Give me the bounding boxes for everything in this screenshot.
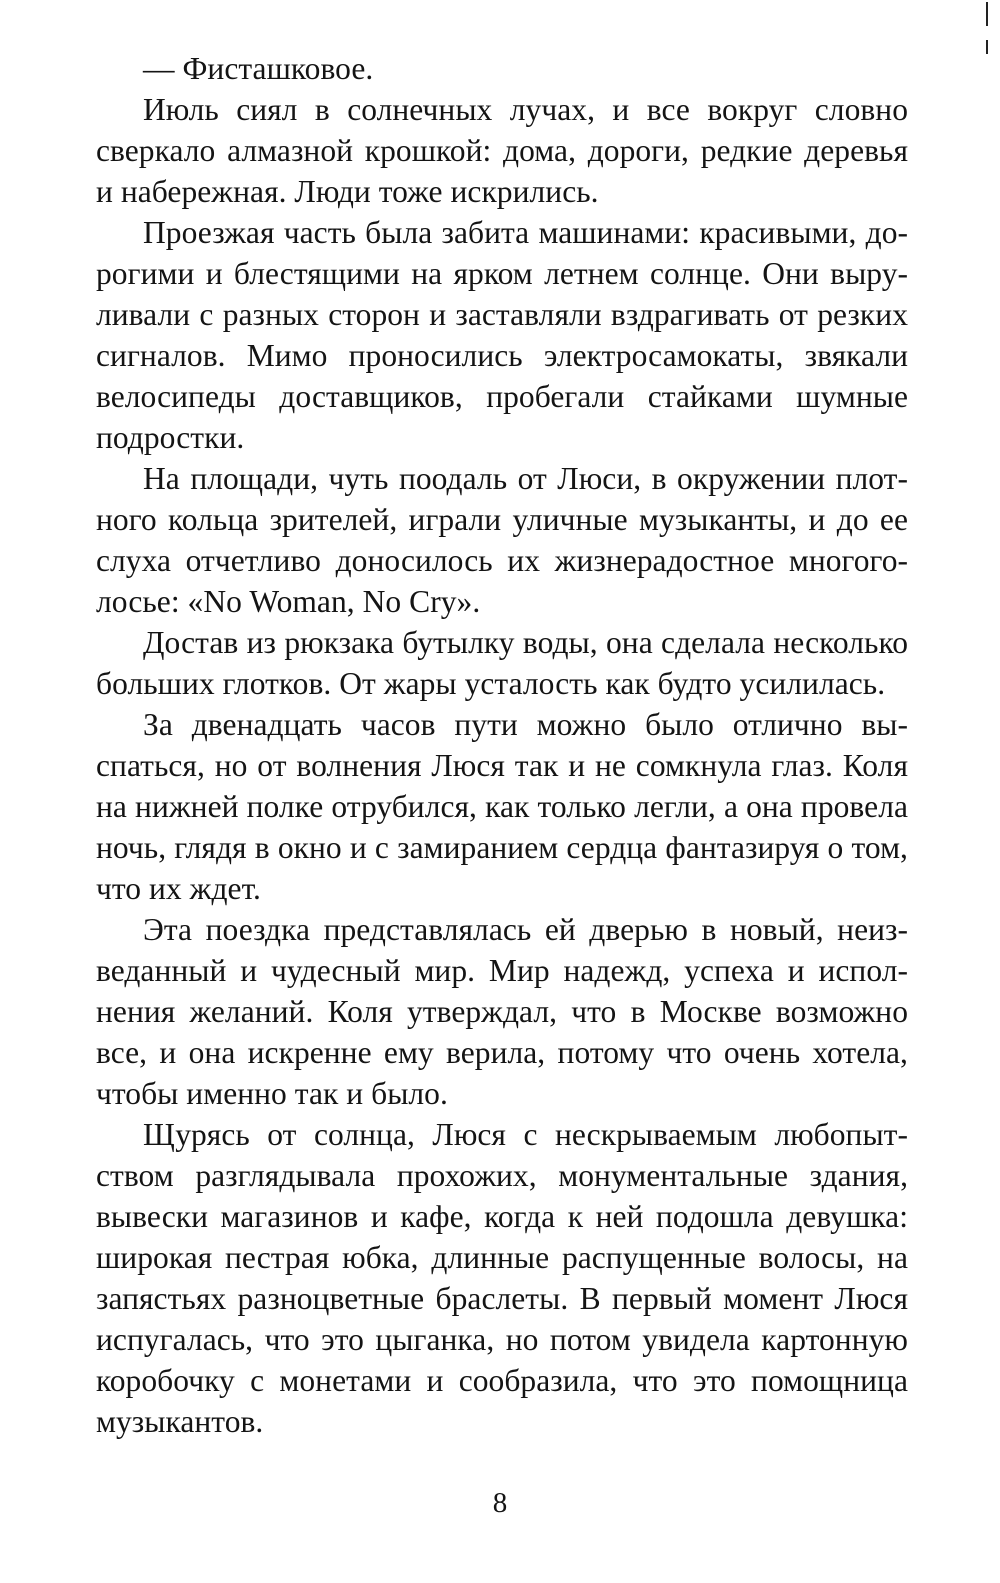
paragraph: Июль сиял в солнечных лучах, и все вокруг словно сверкало алмазной крошкой: дома, дороги, редкие деревья и набережная. Люди тоже искрились. — [96, 92, 908, 209]
paragraph: Проезжая часть была забита машинами: красивыми, дорогими и блестящими на ярком летнем солнце. Они выруливали с разных сторон и заставляли вздрагивать от резких сигналов. Мимо проносились электросамокаты, звякали велосипеды доставщиков, пробегали стайками шумные подростки. — [96, 215, 908, 455]
paragraph: — Фисташковое. — [143, 51, 374, 86]
page-number: 8 — [492, 1487, 508, 1519]
paragraph: За двенадцать часов пути можно было отлично выспаться, но от волнения Люся так и не сомкнула глаз. Коля на нижней полке отрубился, как только легли, а она провела ночь, глядя в окно и с замиранием сердца фантазируя о том, что их ждет. — [96, 707, 908, 906]
paragraph: Эта поездка представлялась ей дверью в новый, неизведанный и чудесный мир. Мир надежд, успеха и исполнения желаний. Коля утверждал, что в Москве возможно все, и она искренне ему верила, потому что очень хотела, чтобы именно так и было. — [96, 912, 908, 1111]
paragraph: На площади, чуть поодаль от Люси, в окружении плотного кольца зрителей, играли уличные музыканты, и до ее слуха отчетливо доносилось их жизнерадостное многоголосье: «No Woman, No Cry». — [96, 461, 908, 619]
paragraph: Щурясь от солнца, Люся с нескрываемым любопытством разглядывала прохожих, монументальные здания, вывески магазинов и кафе, когда к ней подошла девушка: широкая пестрая юбка, длинные распущенные волосы, на запястьях разноцветные браслеты. В первый момент Люся испугалась, что это цыганка, но потом увидела картонную коробочку с монетами и сообразила, что это помощница музыкантов. — [96, 1117, 908, 1439]
paragraph: Достав из рюкзака бутылку воды, она сделала несколько больших глотков. От жары усталость как будто усилилась. — [96, 625, 908, 701]
page-edge-mark — [986, 2, 988, 26]
page-body — [96, 48, 908, 1442]
page-edge-mark — [986, 40, 988, 54]
